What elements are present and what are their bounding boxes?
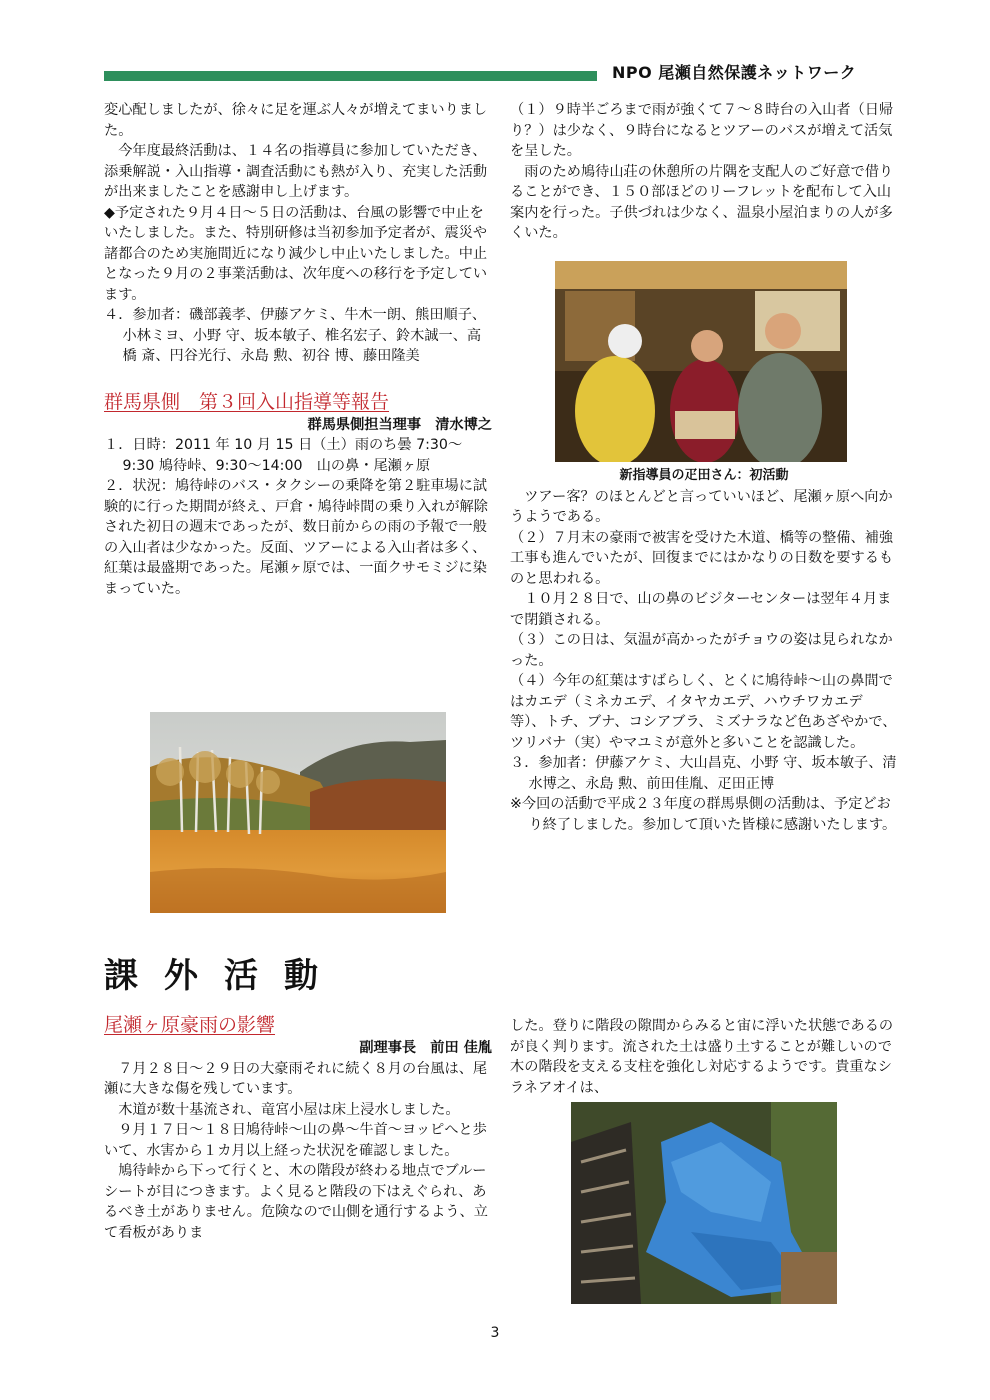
paragraph: ツアー客？のほとんどと言っていいほど、尾瀬ヶ原へ向かうようである。 [510, 488, 893, 525]
paragraph: ７月２８日～２９日の大豪雨それに続く８月の台風は、尾瀬に大きな傷を残しています。 [104, 1060, 488, 1097]
participants-list: ３．参加者：伊藤アケミ、大山昌克、小野 守、坂本敏子、清水博之、永島 勲、前田佳胤、疋田正博 [510, 755, 897, 792]
volunteers-photo [555, 261, 847, 462]
report-item: １．日時：2011 年 10 月 15 日（土）雨のち曇 7:30～9:30 鳩待峠、9:30～14:00 山の鼻・尾瀬ヶ原 [104, 437, 463, 474]
byline: 副理事長 前田 佳胤 [359, 1040, 492, 1056]
paragraph: ◆予定された９月４日～５日の活動は、台風の影響で中止をいたしました。また、特別研修は当初参加予定者が、震災や諸都合のため実施間近になり減少し中止いたしました。中止となった９月の２事業活動は、次年度への移行を予定しています。 [104, 204, 488, 303]
closing-note: ※今回の活動で平成２３年度の群馬県側の活動は、予定どおり終了しました。参加して頂いた皆様に感謝いたします。 [510, 796, 897, 833]
page-number: 3 [490, 1325, 500, 1341]
right-column-top [510, 100, 898, 244]
report-item: ２．状況：鳩待峠のバス・タクシーの乗降を第２駐車場に試験的に行った期間が終え、戸倉・鳩待峠間の乗り入れが解除された初日の週末であったが、数日前からの雨の予報で一般の入山者は少なかった。反面、ツアーによる入山者は多く、紅葉は最盛期であった。尾瀬ヶ原では、一面クサモミジに染まっていた。 [104, 478, 488, 597]
section-title: 群馬県側 第３回入山指導等報告 [104, 390, 390, 413]
paragraph: した。登りに階段の隙間からみると宙に浮いた状態であるのが良く判ります。流された土は盛り土することが難しいので木の階段を支える支柱を強化し対応するようです。貴重なシラネアオイは、 [510, 1018, 894, 1096]
paragraph: （２）７月末の豪雨で被害を受けた木道、橋等の整備、補強工事も進んでいたが、回復までにはかなりの日数を要するものと思われる。 [510, 529, 894, 587]
paragraph: １０月２８日で、山の鼻のビジターセンターは翌年４月まで閉鎖される。 [510, 591, 892, 628]
organization-title: NPO 尾瀬自然保護ネットワーク [612, 63, 857, 82]
left-column-top [104, 100, 492, 599]
paragraph: ９月１７日～１８日鳩待峠～山の鼻～牛首～ヨッピへと歩いて、水害から１カ月以上経った状況を確認しました。 [104, 1122, 487, 1159]
photo-caption: 新指導員の疋田さん：初活動 [619, 468, 789, 483]
paragraph: 木道が数十基流され、竜宮小屋は床上浸水しました。 [118, 1101, 460, 1118]
paragraph: （４）今年の紅葉はすばらしく、とくに鳩待峠～山の鼻間ではカエデ（ミネカエデ、イタヤカエデ、ハウチワカエデ等）、トチ、ブナ、コシアブラ、ミズナラなど色あざやかで、ツリバナ（実）やマユミが意外と多いことを認識した。 [510, 673, 897, 751]
paragraph: （３）この日は、気温が高かったがチョウの姿は見られなかった。 [510, 632, 893, 669]
header-rule [104, 71, 597, 81]
participants-list: ４．参加者：磯部義孝、伊藤アケミ、牛木一朗、熊田順子、小林ミヨ、小野 守、坂本敏子、椎名宏子、鈴木誠一、高橋 斎、円谷光行、永島 勲、初谷 博、藤田隆美 [104, 307, 487, 364]
paragraph: 今年度最終活動は、１４名の指導員に参加していただき、添乗解説・入山指導・調査活動にも熱が入り、充実した活動が出来ましたことを感謝申し上げます。 [104, 143, 488, 200]
byline: 群馬県側担当理事 清水博之 [307, 416, 492, 433]
right-column-middle [510, 466, 898, 835]
paragraph: 雨のため鳩待山荘の休憩所の片隅を支配人のご好意で借りることができ、１５０部ほどのリーフレットを配布して入山案内を行った。子供づれは少なく、温泉小屋泊まりの人が多くいた。 [510, 163, 894, 241]
autumn-meadow-photo [150, 712, 446, 913]
left-column-bottom [104, 1012, 492, 1243]
blue-sheet-photo [571, 1102, 837, 1304]
paragraph: （１）９時半ごろまで雨が強くて７～８時台の入山者（日帰り？）は少なく、９時台になるとツアーのバスが増えて活気を呈した。 [510, 102, 894, 159]
paragraph: 鳩待峠から下って行くと、木の階段が終わる地点でブルーシートが目につきます。よく見ると階段の下はえぐられ、あるべき土がありません。危険なので山側を通行するよう、立て看板がありま [104, 1163, 488, 1241]
paragraph: 変心配しましたが、徐々に足を運ぶ人々が増えてまいりました。 [104, 102, 488, 139]
article-title: 尾瀬ヶ原豪雨の影響 [104, 1014, 276, 1036]
right-column-bottom [510, 1016, 898, 1098]
section-heading: 課外活動 [104, 956, 344, 996]
